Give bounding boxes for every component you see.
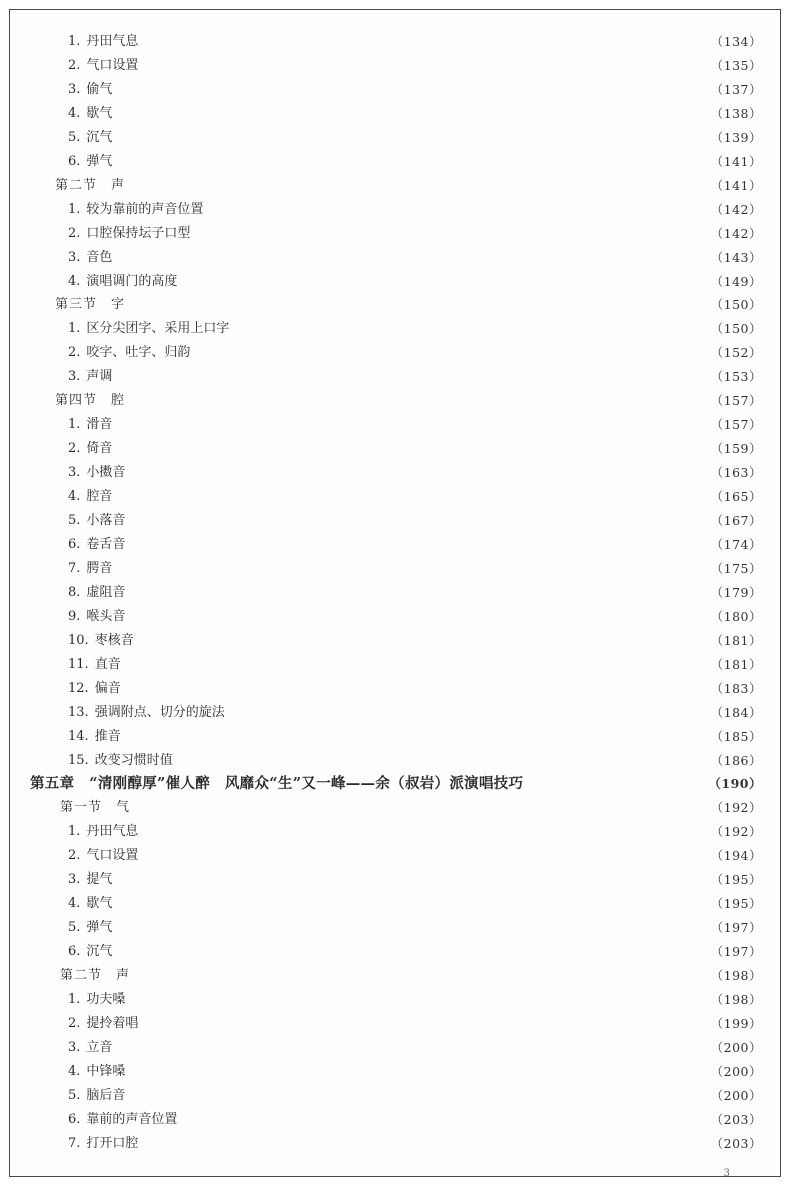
toc-item-row xyxy=(68,1085,762,1107)
toc-page-number: （141） xyxy=(710,153,762,169)
toc-item-row xyxy=(68,438,762,460)
toc-item-title: 偷气 xyxy=(86,81,113,97)
section-title: 第四节 腔 xyxy=(55,393,126,409)
toc-item-number: 3. xyxy=(68,81,81,97)
toc-page-number: （141） xyxy=(710,177,762,193)
toc-item-row xyxy=(68,199,762,221)
toc-item-row xyxy=(68,510,762,532)
toc-item-row xyxy=(68,654,762,676)
toc-item-title: 靠前的声音位置 xyxy=(86,1111,178,1127)
toc-item-row xyxy=(68,223,762,245)
toc-item-number: 1. xyxy=(68,417,81,433)
toc-item-row xyxy=(68,893,762,915)
toc-page-number: （195） xyxy=(710,872,762,888)
toc-item-title: 立音 xyxy=(86,1039,113,1055)
toc-page-number: （183） xyxy=(710,680,762,696)
dot-leader xyxy=(131,606,702,628)
dot-leader xyxy=(118,366,702,388)
dot-leader xyxy=(144,31,702,53)
toc-item-row xyxy=(68,318,762,340)
dot-leader xyxy=(179,750,702,772)
toc-item-title: 区分尖团字、采用上口字 xyxy=(86,321,230,337)
toc-page-number: （197） xyxy=(710,944,762,960)
toc-item-row xyxy=(68,821,762,843)
toc-item-title: 小擞音 xyxy=(86,465,126,481)
dot-leader xyxy=(144,55,702,77)
toc-page-number: （200） xyxy=(710,1039,762,1055)
toc-section-row xyxy=(55,175,762,197)
toc-page-number: （150） xyxy=(710,297,762,313)
toc-item-number: 4. xyxy=(68,105,81,121)
toc-item-row xyxy=(68,1061,762,1083)
toc-page-number: （186） xyxy=(710,752,762,768)
toc-item-title: 沉气 xyxy=(86,944,113,960)
dot-leader xyxy=(118,127,702,149)
toc-item-number: 2. xyxy=(68,345,81,361)
toc-item-row xyxy=(68,750,762,772)
toc-item-row xyxy=(68,606,762,628)
toc-item-title: 音色 xyxy=(86,249,113,265)
toc-item-title: 较为靠前的声音位置 xyxy=(86,201,204,217)
dot-leader xyxy=(144,1133,702,1155)
toc-item-row xyxy=(68,31,762,53)
toc-item-row xyxy=(68,1013,762,1035)
toc-page-number: （134） xyxy=(710,34,762,49)
toc-item-row xyxy=(68,271,762,293)
toc-item-number: 5. xyxy=(68,920,81,936)
toc-item-title: 歇气 xyxy=(86,105,113,121)
toc-item-number: 1. xyxy=(68,201,81,217)
toc-page-number: （199） xyxy=(710,1015,762,1031)
toc-item-title: 腔音 xyxy=(86,489,113,505)
toc-page-number: （203） xyxy=(710,1135,762,1151)
toc-item-number: 6. xyxy=(68,944,81,960)
toc-item-number: 6. xyxy=(68,536,81,552)
toc-item-row xyxy=(68,845,762,867)
toc-item-number: 4. xyxy=(68,489,81,505)
dot-leader xyxy=(118,558,702,580)
toc-item-title: 弹气 xyxy=(86,920,113,936)
toc-item-number: 3. xyxy=(68,1039,81,1055)
toc-page-number: （185） xyxy=(710,728,762,744)
dot-leader xyxy=(118,869,702,891)
toc-item-number: 11. xyxy=(68,656,89,672)
dot-leader xyxy=(144,1013,702,1035)
toc-section-row xyxy=(55,294,762,316)
toc-page-number: （200） xyxy=(710,1087,762,1103)
toc-item-number: 6. xyxy=(68,1111,81,1127)
dot-leader xyxy=(131,534,702,556)
toc-item-row xyxy=(68,247,762,269)
dot-leader xyxy=(131,462,702,484)
toc-item-row xyxy=(68,462,762,484)
dot-leader xyxy=(118,103,702,125)
dot-leader xyxy=(118,941,702,963)
toc-item-title: 偏音 xyxy=(94,680,121,696)
dot-leader xyxy=(118,1037,702,1059)
toc-item-title: 倚音 xyxy=(86,441,113,457)
toc-item-title: 中锋嗓 xyxy=(86,1063,126,1079)
toc-page-number: （198） xyxy=(710,968,762,984)
toc-item-row xyxy=(68,726,762,748)
toc-page-number: （165） xyxy=(710,489,762,505)
toc-item-title: 小落音 xyxy=(86,513,126,528)
dot-leader xyxy=(529,773,702,795)
toc-item-row xyxy=(68,414,762,436)
toc-page-number: （181） xyxy=(710,632,762,648)
dot-leader xyxy=(231,702,702,724)
toc-page-number: （137） xyxy=(710,81,762,97)
toc-item-number: 5. xyxy=(68,129,81,145)
dot-leader xyxy=(118,79,702,101)
section-title: 第二节 声 xyxy=(55,177,126,193)
toc-item-row xyxy=(68,1109,762,1131)
toc-item-title: 改变习惯时值 xyxy=(94,752,173,768)
toc-page-number: （149） xyxy=(710,273,762,289)
toc-page-number: （142） xyxy=(710,201,762,217)
toc-item-number: 15. xyxy=(68,752,89,768)
dot-leader xyxy=(196,342,702,364)
toc-page-number: （150） xyxy=(710,321,762,337)
toc-page-number: （157） xyxy=(710,417,762,433)
dot-leader xyxy=(209,199,702,221)
toc-page-number: （184） xyxy=(710,704,762,720)
toc-page xyxy=(9,9,781,1177)
toc-item-number: 7. xyxy=(68,560,81,576)
toc-item-title: 提气 xyxy=(86,872,113,888)
toc-page-number: （159） xyxy=(710,441,762,457)
toc-page-number: （157） xyxy=(710,393,762,409)
toc-item-row xyxy=(68,55,762,77)
toc-item-number: 3. xyxy=(68,872,81,888)
dot-leader xyxy=(144,821,702,843)
toc-item-row xyxy=(68,366,762,388)
toc-item-row xyxy=(68,1037,762,1059)
dot-leader xyxy=(144,845,702,867)
toc-item-title: 丹田气息 xyxy=(86,824,139,840)
toc-item-title: 咬字、吐字、归韵 xyxy=(86,345,191,361)
dot-leader xyxy=(131,1085,702,1107)
toc-item-number: 5. xyxy=(68,513,81,528)
toc-item-number: 12. xyxy=(68,680,89,696)
dot-leader xyxy=(131,175,702,197)
dot-leader xyxy=(131,989,702,1011)
toc-page-number: （194） xyxy=(710,848,762,864)
dot-leader xyxy=(118,917,702,939)
dot-leader xyxy=(183,271,702,293)
dot-leader xyxy=(131,1061,702,1083)
toc-item-number: 1. xyxy=(68,321,81,337)
dot-leader xyxy=(131,390,702,412)
toc-page-number: （138） xyxy=(710,105,762,121)
dot-leader xyxy=(118,438,702,460)
toc-page-number: （167） xyxy=(710,513,762,528)
toc-item-title: 虚阻音 xyxy=(86,584,126,600)
toc-item-row xyxy=(68,79,762,101)
toc-item-number: 2. xyxy=(68,1015,81,1031)
dot-leader xyxy=(118,893,702,915)
toc-item-row xyxy=(68,582,762,604)
toc-page-number: （198） xyxy=(710,992,762,1007)
toc-page-number: （175） xyxy=(710,560,762,576)
toc-item-row xyxy=(68,869,762,891)
toc-item-row xyxy=(68,678,762,700)
toc-item-number: 8. xyxy=(68,584,81,600)
toc-item-row xyxy=(68,1133,762,1155)
dot-leader xyxy=(127,678,702,700)
toc-page-number: （139） xyxy=(710,129,762,145)
dot-leader xyxy=(235,318,702,340)
toc-item-number: 6. xyxy=(68,153,81,169)
toc-item-number: 2. xyxy=(68,57,81,73)
toc-page-number: （190） xyxy=(708,776,762,792)
dot-leader xyxy=(127,726,702,748)
dot-leader xyxy=(118,151,702,173)
toc-item-row xyxy=(68,941,762,963)
toc-item-title: 滑音 xyxy=(86,417,113,433)
toc-page-number: （181） xyxy=(710,656,762,672)
toc-page-number: （179） xyxy=(710,584,762,600)
toc-item-number: 3. xyxy=(68,249,81,265)
toc-item-title: 沉气 xyxy=(86,129,113,145)
toc-item-number: 3. xyxy=(68,369,81,385)
toc-section-row xyxy=(60,797,762,819)
toc-item-title: 脑后音 xyxy=(86,1087,126,1103)
toc-item-row xyxy=(68,558,762,580)
toc-item-title: 弹气 xyxy=(86,153,113,169)
toc-item-title: 丹田气息 xyxy=(86,34,139,49)
toc-item-row xyxy=(68,534,762,556)
dot-leader xyxy=(183,1109,702,1131)
toc-page-number: （163） xyxy=(710,465,762,481)
page-number: 3 xyxy=(723,1168,730,1179)
toc-item-row xyxy=(68,630,762,652)
toc-item-title: 直音 xyxy=(94,656,121,672)
toc-chapter-row xyxy=(30,773,762,795)
toc-item-number: 10. xyxy=(68,632,89,648)
toc-item-number: 13. xyxy=(68,704,89,720)
section-title: 第二节 声 xyxy=(60,968,131,984)
section-title: 第一节 气 xyxy=(60,800,131,816)
toc-item-number: 4. xyxy=(68,896,81,912)
toc-item-number: 9. xyxy=(68,608,81,624)
toc-page-number: （174） xyxy=(710,536,762,552)
dot-leader xyxy=(118,414,702,436)
toc-item-title: 声调 xyxy=(86,369,113,385)
dot-leader xyxy=(127,654,702,676)
toc-item-title: 打开口腔 xyxy=(86,1135,139,1151)
toc-page-number: （135） xyxy=(710,57,762,73)
toc-item-number: 14. xyxy=(68,728,89,744)
dot-leader xyxy=(136,965,702,987)
toc-item-number: 1. xyxy=(68,34,81,49)
toc-page-number: （153） xyxy=(710,369,762,385)
toc-page-number: （180） xyxy=(710,608,762,624)
dot-leader xyxy=(118,247,702,269)
toc-item-number: 3. xyxy=(68,465,81,481)
toc-page-number: （197） xyxy=(710,920,762,936)
toc-item-title: 气口设置 xyxy=(86,848,139,864)
toc-section-row xyxy=(55,390,762,412)
dot-leader xyxy=(131,294,702,316)
toc-item-number: 1. xyxy=(68,824,81,840)
toc-item-number: 2. xyxy=(68,441,81,457)
toc-section-row xyxy=(60,965,762,987)
dot-leader xyxy=(196,223,702,245)
toc-item-row xyxy=(68,342,762,364)
toc-item-row xyxy=(68,103,762,125)
toc-page-number: （203） xyxy=(710,1111,762,1127)
toc-item-title: 腭音 xyxy=(86,560,113,576)
dot-leader xyxy=(131,510,702,532)
toc-page-number: （195） xyxy=(710,896,762,912)
toc-item-title: 提拎着唱 xyxy=(86,1015,139,1031)
toc-page-number: （152） xyxy=(710,345,762,361)
toc-item-title: 卷舌音 xyxy=(86,536,126,552)
dot-leader xyxy=(140,630,702,652)
toc-item-title: 歇气 xyxy=(86,896,113,912)
toc-item-title: 强调附点、切分的旋法 xyxy=(94,704,225,720)
toc-item-number: 2. xyxy=(68,848,81,864)
toc-page-number: （200） xyxy=(710,1063,762,1079)
toc-item-row xyxy=(68,127,762,149)
toc-item-title: 气口设置 xyxy=(86,57,139,73)
toc-item-number: 1. xyxy=(68,992,81,1007)
toc-item-title: 口腔保持坛子口型 xyxy=(86,225,191,241)
toc-item-title: 推音 xyxy=(94,728,121,744)
toc-item-title: 功夫嗓 xyxy=(86,992,126,1007)
section-title: 第三节 字 xyxy=(55,297,126,313)
dot-leader xyxy=(136,797,702,819)
toc-item-row xyxy=(68,702,762,724)
toc-item-number: 4. xyxy=(68,1063,81,1079)
toc-page-number: （192） xyxy=(710,800,762,816)
toc-item-number: 7. xyxy=(68,1135,81,1151)
toc-item-row xyxy=(68,486,762,508)
toc-page-number: （143） xyxy=(710,249,762,265)
toc-item-number: 4. xyxy=(68,273,81,289)
dot-leader xyxy=(118,486,702,508)
toc-item-number: 5. xyxy=(68,1087,81,1103)
toc-item-title: 喉头音 xyxy=(86,608,126,624)
chapter-title: 第五章 “清刚醇厚”催人醉 风靡众“生”又一峰——余（叔岩）派演唱技巧 xyxy=(30,775,524,793)
toc-item-number: 2. xyxy=(68,225,81,241)
toc-item-title: 演唱调门的高度 xyxy=(86,273,178,289)
toc-page-number: （142） xyxy=(710,225,762,241)
toc-item-row xyxy=(68,917,762,939)
toc-item-row xyxy=(68,151,762,173)
toc-item-title: 枣核音 xyxy=(94,632,134,648)
toc-page-number: （192） xyxy=(710,824,762,840)
toc-item-row xyxy=(68,989,762,1011)
dot-leader xyxy=(131,582,702,604)
